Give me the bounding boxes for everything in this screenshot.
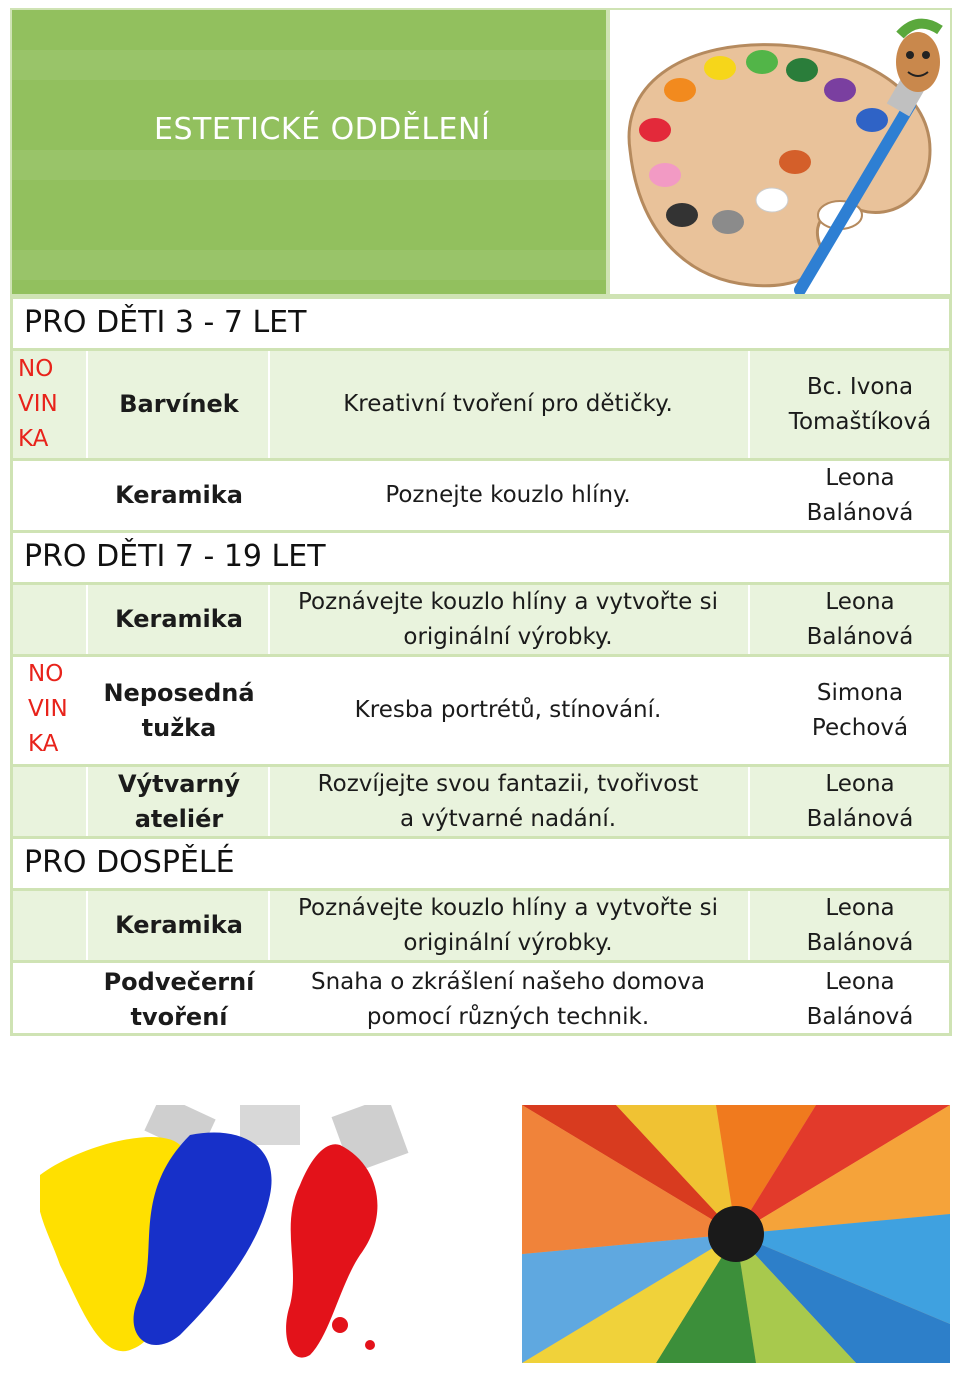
course-lector-line: Tomaštíková: [788, 408, 932, 435]
course-description-line: Snaha o zkrášlení našeho domova: [311, 968, 705, 995]
column-divider: [748, 963, 750, 1036]
course-lector: [770, 657, 950, 764]
palette-image: [608, 8, 952, 296]
table-row: [10, 960, 952, 1036]
column-divider: [748, 585, 750, 654]
column-divider: [86, 767, 88, 836]
column-divider: [748, 657, 750, 764]
column-divider: [86, 351, 88, 458]
column-divider: [268, 767, 270, 836]
header-banner: [10, 8, 608, 296]
course-lector: [770, 461, 950, 530]
course-description-line: originální výrobky.: [403, 623, 613, 650]
section-header: [10, 296, 952, 348]
course-name-line: Keramika: [115, 481, 243, 509]
course-lector-line: Leona: [825, 464, 895, 491]
course-name-line: Podvečerní: [103, 967, 255, 996]
course-name: [100, 767, 258, 836]
column-divider: [268, 461, 270, 530]
column-divider: [268, 963, 270, 1036]
novinka-badge: [28, 654, 68, 764]
course-lector-line: Balánová: [806, 623, 914, 650]
column-divider: [748, 351, 750, 458]
page-title: ESTETICKÉ ODDĚLENÍ: [154, 112, 491, 147]
course-description-line: pomocí různých technik.: [366, 1003, 650, 1030]
course-description-line: Poznávejte kouzlo hlíny a vytvořte si: [298, 894, 718, 921]
course-description-line: originální výrobky.: [403, 929, 613, 956]
course-lector: [770, 767, 950, 836]
course-lector: [770, 351, 950, 458]
course-lector-line: Leona: [825, 968, 895, 995]
table-row: [10, 654, 952, 764]
course-description: [278, 461, 738, 530]
course-lector-line: Leona: [825, 894, 895, 921]
column-divider: [748, 767, 750, 836]
course-lector-line: Balánová: [806, 805, 914, 832]
novinka-line: KA: [18, 426, 49, 452]
course-lector-line: Bc. Ivona: [806, 373, 914, 400]
course-lector-line: Balánová: [806, 499, 914, 526]
section-title: PRO DĚTI 3 - 7 LET: [24, 305, 307, 340]
course-description: [278, 963, 738, 1036]
course-description: [278, 767, 738, 836]
course-lector: [770, 963, 950, 1036]
course-name-line: Barvínek: [119, 390, 239, 418]
section-title: PRO DOSPĚLÉ: [24, 845, 235, 880]
novinka-line: KA: [28, 730, 59, 757]
table-row: [10, 458, 952, 530]
course-description-line: Poznávejte kouzlo hlíny a vytvořte si: [298, 588, 718, 615]
course-name: [100, 461, 258, 530]
column-divider: [268, 351, 270, 458]
course-name-line: tvoření: [130, 1002, 228, 1031]
pencils-image: [522, 1105, 950, 1363]
course-name-line: Keramika: [115, 605, 243, 633]
course-name-line: tužka: [141, 713, 217, 742]
section-title: PRO DĚTI 7 - 19 LET: [24, 539, 326, 574]
column-divider: [86, 585, 88, 654]
course-name: [100, 963, 258, 1036]
banner-stripe: [12, 50, 606, 80]
column-divider: [268, 585, 270, 654]
novinka-line: NO: [18, 356, 54, 382]
novinka-line: VIN: [28, 695, 68, 722]
column-divider: [86, 891, 88, 960]
course-name-line: Keramika: [115, 911, 243, 939]
course-name: [100, 585, 258, 654]
course-name-line: Neposedná: [103, 678, 255, 707]
course-lector-line: Simona: [816, 679, 904, 706]
column-divider: [748, 891, 750, 960]
novinka-line: NO: [28, 660, 64, 687]
course-description-line: Rozvíjejte svou fantazii, tvořivost: [317, 770, 699, 797]
column-divider: [748, 461, 750, 530]
course-lector: [770, 891, 950, 960]
column-divider: [268, 891, 270, 960]
table-row: [10, 764, 952, 836]
paint-tubes-icon: [40, 1105, 412, 1370]
course-lector-line: Leona: [825, 770, 895, 797]
course-name: [100, 351, 258, 458]
course-description-line: Kresba portrétů, stínování.: [354, 697, 662, 723]
banner-stripe: [12, 250, 606, 280]
course-name-line: ateliér: [134, 804, 224, 833]
course-description: [278, 657, 738, 764]
column-divider: [86, 461, 88, 530]
novinka-badge: [18, 351, 86, 458]
column-divider: [268, 657, 270, 764]
column-divider: [86, 657, 88, 764]
table-row: [10, 888, 952, 960]
section-header: [10, 530, 952, 582]
course-name: [100, 657, 258, 764]
course-name-line: Výtvarný: [117, 769, 241, 798]
course-description-line: Poznejte kouzlo hlíny.: [385, 482, 631, 508]
section-header: [10, 836, 952, 888]
course-lector-line: Pechová: [811, 714, 909, 741]
table-row: [10, 582, 952, 654]
course-lector-line: Balánová: [806, 929, 914, 956]
course-description-line: Kreativní tvoření pro dětičky.: [343, 391, 673, 417]
novinka-line: VIN: [18, 391, 58, 417]
course-name: [100, 891, 258, 960]
course-description: [278, 351, 738, 458]
course-description-line: a výtvarné nadání.: [399, 805, 617, 832]
course-lector: [770, 585, 950, 654]
column-divider: [86, 963, 88, 1036]
palette-icon: [610, 10, 950, 294]
course-lector-line: Balánová: [806, 1003, 914, 1030]
banner-stripe: [12, 150, 606, 180]
course-description: [278, 585, 738, 654]
course-lector-line: Leona: [825, 588, 895, 615]
colored-pencils-icon: [522, 1105, 950, 1363]
paint-image: [40, 1105, 412, 1370]
course-description: [278, 891, 738, 960]
table-row: [10, 348, 952, 458]
